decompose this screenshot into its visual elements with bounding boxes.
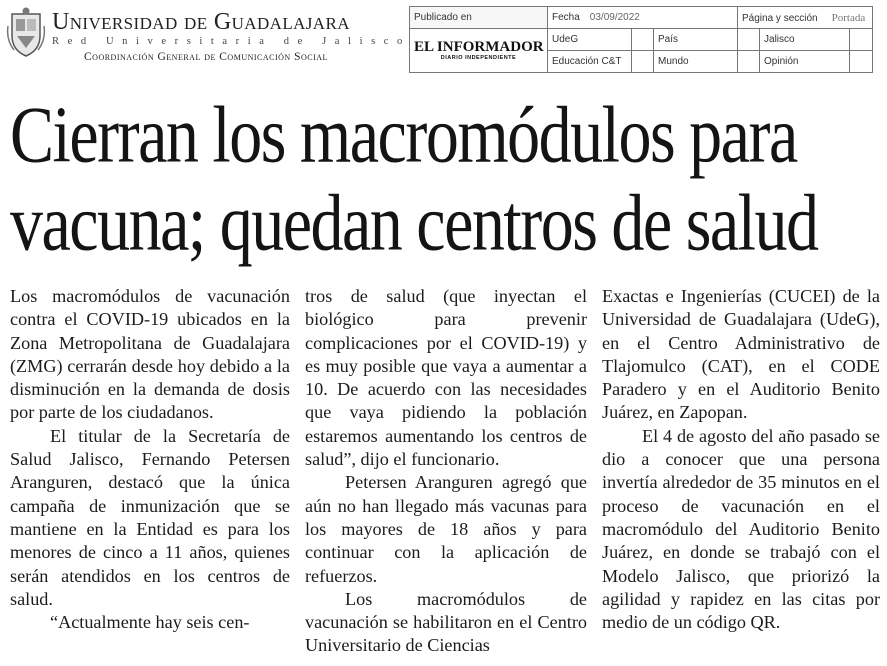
section-educacion-check [632,51,654,73]
clipping-header [0,0,887,78]
article-column-3 [602,285,880,663]
university-seal-icon [6,6,46,58]
section-udeg: UdeG [548,29,632,51]
section-opinion: Opinión [760,51,850,73]
headline-line-1: Cierran los macromódulos para [10,90,797,180]
paragraph: El 4 de agosto del año pasado se dio a conocer que una persona invertía alrededor de 35 minutos en el proceso de vacunación en el macromódulo del Auditorio Benito Juárez, en donde se trabajó con el Modelo Jalisco, que priorizó la agilidad y rapidez en las citas por medio de un código QR. [602,425,880,633]
headline-line-2: vacuna; quedan centros de salud [10,178,818,268]
section-mundo: Mundo [654,51,738,73]
published-in-label: Publicado en [410,7,548,29]
date-value: 03/09/2022 [589,12,640,23]
section-jalisco-check [850,29,873,51]
article-headline [10,92,882,268]
newspaper-logo [410,29,548,73]
paragraph: “Actualmente hay seis cen- [50,612,250,633]
newspaper-name: EL INFORMADOR [414,38,544,55]
article-column-1 [10,285,290,663]
university-network: Red Universitaria de Jalisco [52,36,411,47]
section-pais-check [738,29,760,51]
article-column-2 [305,285,587,663]
paragraph: Petersen Aranguren agregó que aún no han llegado más vacunas para los mayores de 18 años y para continuar con la aplicación de refuerzos. [305,472,587,586]
page-section-value: Portada [831,11,866,24]
paragraph: tros de salud (que inyectan el biológico para prevenir complicaciones por el COVID-19) y es muy posible que vaya a aumentar a 10. De acuerdo con las necesidades que vaya pidiendo la población estaremos aumentando los centros de salud”, dijo el funcionario. [305,286,587,470]
section-jalisco: Jalisco [760,29,850,51]
section-opinion-check [850,51,873,73]
newspaper-tagline: DIARIO INDEPENDIENTE [440,54,517,61]
coordination-name: Coordinación General de Comunicación Social [84,51,328,63]
section-udeg-check [632,29,654,51]
page-section-cell [738,7,873,29]
paragraph: Los macromódulos de vacunación se habilitaron en el Centro Universitario de Ciencias [305,588,587,656]
section-pais: País [654,29,738,51]
section-educacion: Educación C&T [548,51,632,73]
date-cell [548,7,738,29]
page-section-label: Página y sección [742,12,818,24]
clipping-meta-table [409,6,873,73]
section-mundo-check [738,51,760,73]
paragraph: Los macromódulos de vacunación contra el COVID-19 ubicados en la Zona Metropolitana de Guadalajara (ZMG) cerrarán desde hoy debido a la disminución en la demanda de dosis por parte de los ciudadanos. [10,286,290,423]
paragraph: Exactas e Ingenierías (CUCEI) de la Universidad de Guadalajara (UdeG), en el Centro Administrativo de Tlajomulco (CAT), en el CODE Paradero y en el Auditorio Benito Juárez, en Zapopan. [602,286,880,423]
paragraph: El titular de la Secretaría de Salud Jalisco, Fernando Petersen Aranguren, destacó que la única campaña de inmunización que se mantiene en la Entidad es para los menores de cinco a 11 años, quienes serán atendidos en los centros de salud. [10,425,290,609]
date-label: Fecha [552,12,580,23]
university-name: Universidad de Guadalajara [52,9,350,35]
